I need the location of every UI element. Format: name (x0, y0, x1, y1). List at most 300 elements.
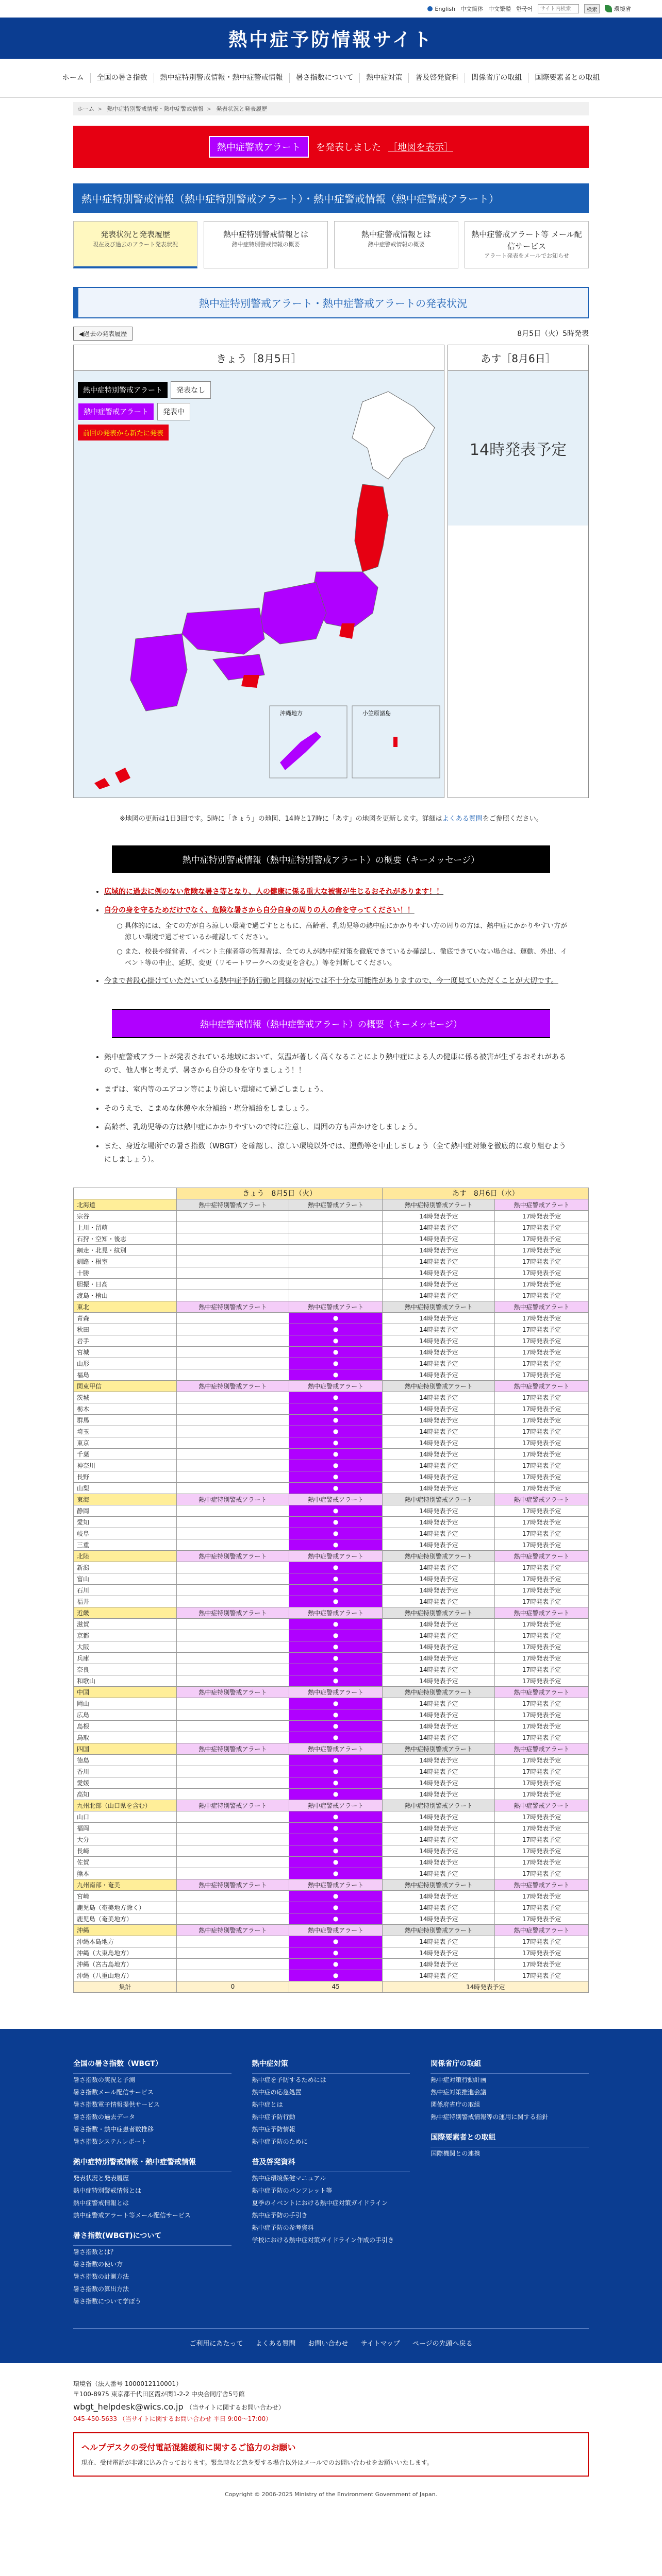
today-special-cell (177, 1822, 289, 1834)
tomorrow-special-cell: 14時発表予定 (383, 1358, 495, 1369)
region-special-header: 熱中症特別警戒アラート (177, 1550, 289, 1562)
region-name: 近畿 (74, 1607, 177, 1618)
lang-zh-hant[interactable]: 中文繁體 (488, 6, 511, 12)
today-alert-cell: ● (289, 1777, 383, 1788)
region-alert-header: 熱中症警戒アラート (289, 1301, 383, 1312)
footer-link[interactable]: 夏季のイベントにおける熱中症対策ガイドライン (252, 2199, 388, 2207)
region-tomorrow-alert-header: 熱中症警戒アラート (495, 1550, 589, 1562)
region-name: 東海 (74, 1494, 177, 1505)
footer-link-terms[interactable]: ご利用にあたって (189, 2340, 243, 2348)
table-row (74, 1403, 589, 1414)
alert-bullet-2: • まずは、室内等のエアコン等により涼しい環境にて過ごしましょう。 (104, 1083, 568, 1097)
region-tomorrow-special-header: 熱中症特別警戒アラート (383, 1550, 495, 1562)
today-special-cell (177, 1516, 289, 1528)
tomorrow-special-cell: 14時発表予定 (383, 1902, 495, 1913)
nav-alert[interactable]: 熱中症特別警戒情報・熱中症警戒情報 (154, 73, 290, 82)
pref-name: 上川・留萌 (74, 1222, 177, 1233)
table-corner (74, 1188, 177, 1199)
pref-name: 神奈川 (74, 1460, 177, 1471)
total-special: 0 (177, 1981, 289, 1992)
footer-heading[interactable]: 普及啓発資料 (252, 2155, 410, 2172)
global-nav (0, 59, 662, 98)
map-note: ※地図の更新は1日3回です。5時に「きょう」の地図、14時と17時に「あす」の地図を更新します。詳細はよくある質問をご参照ください。 (120, 815, 543, 823)
today-special-cell (177, 1244, 289, 1256)
tomorrow-special-cell: 14時発表予定 (383, 1573, 495, 1584)
pref-name: 胆振・日高 (74, 1278, 177, 1290)
today-special-cell (177, 1732, 289, 1743)
alert-banner (73, 126, 589, 168)
tomorrow-special-cell: 14時発表予定 (383, 1970, 495, 1981)
map-meta (73, 327, 589, 341)
region-row (74, 1743, 589, 1754)
nav-home[interactable]: ホーム (56, 73, 91, 82)
tomorrow-special-cell: 14時発表予定 (383, 1516, 495, 1528)
breadcrumb-alert[interactable]: 熱中症特別警戒情報・熱中症警戒情報 (107, 106, 204, 112)
tomorrow-alert-cell: 17時発表予定 (495, 1596, 589, 1607)
table-row (74, 1516, 589, 1528)
region-tomorrow-alert-header: 熱中症警戒アラート (495, 1199, 589, 1210)
region-tomorrow-special-header: 熱中症特別警戒アラート (383, 1607, 495, 1618)
pref-name: 沖縄本島地方 (74, 1936, 177, 1947)
today-special-cell (177, 1460, 289, 1471)
search-input[interactable] (538, 4, 579, 13)
footer-column (431, 2049, 589, 2308)
tomorrow-special-cell: 14時発表予定 (383, 1913, 495, 1924)
today-special-cell (177, 1403, 289, 1414)
footer-heading[interactable]: 国際要素者との取組 (431, 2130, 589, 2147)
today-alert-cell: ● (289, 1958, 383, 1970)
today-alert-cell: ● (289, 1709, 383, 1720)
pref-name: 栃木 (74, 1403, 177, 1414)
pref-name: 宮城 (74, 1346, 177, 1358)
today-map[interactable] (73, 345, 444, 798)
footer-link[interactable]: 発表状況と発表履歴 (73, 2174, 129, 2182)
today-special-cell (177, 1970, 289, 1981)
today-special-cell (177, 1845, 289, 1856)
footer-link[interactable]: 暑さ指数メール配信サービス (73, 2088, 154, 2096)
region-name: 九州南部・奄美 (74, 1879, 177, 1890)
today-special-cell (177, 1811, 289, 1822)
region-alert-header: 熱中症警戒アラート (289, 1686, 383, 1698)
table-row (74, 1834, 589, 1845)
region-alert-header: 熱中症警戒アラート (289, 1380, 383, 1392)
footer-link[interactable]: 熱中症を予防するためには (252, 2076, 326, 2083)
footer-link[interactable]: 暑さ指数の計測方法 (73, 2273, 129, 2280)
today-special-cell (177, 1788, 289, 1800)
alert-bullets (94, 1050, 568, 1167)
tomorrow-alert-cell: 17時発表予定 (495, 1267, 589, 1278)
footer-link-top[interactable]: ページの先頭へ戻る (412, 2340, 473, 2348)
footer-link-contact[interactable]: お問い合わせ (308, 2340, 349, 2348)
helpdesk-notice (73, 2432, 589, 2477)
today-special-cell (177, 1958, 289, 1970)
contact-address: 〒100-8975 東京都千代田区霞が関1-2-2 中央合同庁舎5号館 (73, 2391, 245, 2398)
lang-english[interactable]: English (427, 6, 455, 12)
today-alert-cell (289, 1278, 383, 1290)
today-alert-cell: ● (289, 1947, 383, 1958)
pref-name: 石狩・空知・後志 (74, 1233, 177, 1244)
tomorrow-special-cell: 14時発表予定 (383, 1244, 495, 1256)
today-alert-cell: ● (289, 1868, 383, 1879)
leaf-icon (605, 5, 612, 12)
footer-link[interactable]: 暑さ指数の使い方 (73, 2260, 123, 2268)
footer-column (252, 2049, 410, 2308)
tomorrow-special-cell: 14時発表予定 (383, 1958, 495, 1970)
tomorrow-special-cell: 14時発表予定 (383, 1528, 495, 1539)
nav-ministries[interactable]: 関係省庁の取組 (465, 73, 528, 82)
footer-link[interactable]: 暑さ指数とは？ (73, 2248, 117, 2256)
footer-heading[interactable]: 全国の暑さ指数（WBGT） (73, 2057, 231, 2074)
today-special-cell (177, 1358, 289, 1369)
today-alert-cell (289, 1233, 383, 1244)
footer-link[interactable]: 熱中症予防行動 (252, 2113, 295, 2121)
today-alert-cell: ● (289, 1856, 383, 1868)
pref-name: 兵庫 (74, 1652, 177, 1664)
footer-link[interactable]: 国際機関との連携 (431, 2149, 481, 2157)
tomorrow-special-cell: 14時発表予定 (383, 1868, 495, 1879)
pref-name: 宗谷 (74, 1210, 177, 1222)
today-alert-cell: ● (289, 1936, 383, 1947)
search-button[interactable]: 検索 (584, 4, 600, 13)
table-row (74, 1392, 589, 1403)
region-special-header: 熱中症特別警戒アラート (177, 1494, 289, 1505)
tomorrow-special-cell: 14時発表予定 (383, 1482, 495, 1494)
tomorrow-special-cell: 14時発表予定 (383, 1505, 495, 1516)
tomorrow-alert-cell: 17時発表予定 (495, 1834, 589, 1845)
pref-name: 山形 (74, 1358, 177, 1369)
footer-link-faq[interactable]: よくある質問 (255, 2340, 296, 2348)
footer-link[interactable]: 熱中症とは (252, 2100, 283, 2108)
section-title: 熱中症特別警戒情報（熱中症特別警戒アラート）・熱中症警戒情報（熱中症警戒アラート） (73, 183, 589, 213)
footer-link[interactable]: 暑さ指数について学ぼう (73, 2297, 141, 2305)
table-row (74, 1346, 589, 1358)
tomorrow-special-cell: 14時発表予定 (383, 1403, 495, 1414)
today-special-cell (177, 1709, 289, 1720)
table-row (74, 1698, 589, 1709)
pref-name: 熊本 (74, 1868, 177, 1879)
special-bullets (94, 885, 568, 988)
footer-link[interactable]: 関係府省庁の取組 (431, 2100, 481, 2108)
footer-link[interactable]: 暑さ指数の過去データ (73, 2113, 136, 2121)
today-special-cell (177, 1698, 289, 1709)
alert-banner-text: を発表しました (316, 142, 381, 153)
region-row (74, 1301, 589, 1312)
table-row (74, 1210, 589, 1222)
pref-name: 岐阜 (74, 1528, 177, 1539)
tomorrow-special-cell: 14時発表予定 (383, 1856, 495, 1868)
tomorrow-alert-cell: 17時発表予定 (495, 1312, 589, 1324)
tomorrow-alert-cell: 17時発表予定 (495, 1482, 589, 1494)
region-alert-header: 熱中症警戒アラート (289, 1800, 383, 1811)
footer-link[interactable]: 熱中症警戒情報とは (73, 2199, 129, 2207)
today-alert-cell: ● (289, 1324, 383, 1335)
footer-heading[interactable]: 熱中症対策 (252, 2057, 410, 2074)
contact-tel: 045-450-5633 （当サイトに関するお問い合わせ 平日 9:00〜17:00） (73, 2415, 272, 2422)
tomorrow-alert-cell: 17時発表予定 (495, 1278, 589, 1290)
table-row (74, 1482, 589, 1494)
table-row (74, 1539, 589, 1550)
alert-banner-tag: 熱中症警戒アラート (209, 136, 309, 158)
footer-link[interactable]: 熱中症予防情報 (252, 2125, 295, 2133)
tomorrow-special-cell: 14時発表予定 (383, 1233, 495, 1244)
tomorrow-alert-cell: 17時発表予定 (495, 1471, 589, 1482)
today-alert-cell: ● (289, 1890, 383, 1902)
today-alert-cell: ● (289, 1482, 383, 1494)
tomorrow-special-cell: 14時発表予定 (383, 1335, 495, 1346)
nav-measures[interactable]: 熱中症対策 (360, 73, 409, 82)
region-alert-header: 熱中症警戒アラート (289, 1879, 383, 1890)
table-row (74, 1868, 589, 1879)
tomorrow-alert-cell: 17時発表予定 (495, 1210, 589, 1222)
region-tomorrow-alert-header: 熱中症警戒アラート (495, 1607, 589, 1618)
ministry-logo[interactable]: 環境省 (605, 5, 631, 13)
tomorrow-special-cell: 14時発表予定 (383, 1890, 495, 1902)
region-tomorrow-special-header: 熱中症特別警戒アラート (383, 1494, 495, 1505)
region-alert-header: 熱中症警戒アラート (289, 1199, 383, 1210)
today-special-cell (177, 1584, 289, 1596)
tomorrow-alert-cell: 17時発表予定 (495, 1811, 589, 1822)
tomorrow-special-cell: 14時発表予定 (383, 1210, 495, 1222)
pref-name: 新潟 (74, 1562, 177, 1573)
region-name: 東北 (74, 1301, 177, 1312)
footer-heading[interactable]: 熱中症特別警戒情報・熱中症警戒情報 (73, 2155, 231, 2172)
footer-link[interactable]: 熱中症対策行動計画 (431, 2076, 487, 2083)
show-map-link[interactable]: ［地図を表示］ (388, 142, 453, 153)
legend-special-value: 発表なし (171, 381, 211, 399)
ogasawara-label: 小笠原諸島 (362, 709, 391, 717)
region-tomorrow-alert-header: 熱中症警戒アラート (495, 1800, 589, 1811)
tab-alert-about[interactable]: 熱中症警戒情報とは 熱中症警戒情報の概要 (334, 221, 458, 268)
tomorrow-alert-cell: 17時発表予定 (495, 1845, 589, 1856)
site-title[interactable]: 熱中症予防情報サイト (228, 29, 434, 50)
pref-name: 青森 (74, 1312, 177, 1324)
footer-link[interactable]: 暑さ指数電子情報提供サービス (73, 2100, 160, 2108)
pref-name: 沖縄（大東島地方） (74, 1947, 177, 1958)
footer-link[interactable]: 暑さ指数の算出方法 (73, 2285, 129, 2293)
today-alert-cell: ● (289, 1913, 383, 1924)
lang-korean[interactable]: 한국어 (516, 6, 533, 12)
tomorrow-alert-cell: 17時発表予定 (495, 1573, 589, 1584)
tomorrow-alert-cell: 17時発表予定 (495, 1652, 589, 1664)
footer-heading[interactable]: 関係省庁の取組 (431, 2057, 589, 2074)
footer-link[interactable]: 熱中症環境保健マニュアル (252, 2174, 326, 2182)
legend-alert-value: 発表中 (157, 403, 190, 420)
lang-zh-hans[interactable]: 中文简体 (460, 6, 484, 12)
today-special-cell (177, 1913, 289, 1924)
tomorrow-special-cell: 14時発表予定 (383, 1290, 495, 1301)
pref-name: 沖縄（宮古島地方） (74, 1958, 177, 1970)
region-tomorrow-alert-header: 熱中症警戒アラート (495, 1879, 589, 1890)
table-row (74, 1222, 589, 1233)
footer-link[interactable]: 熱中症予防のために (252, 2138, 308, 2145)
footer-link[interactable]: 暑さ指数・熱中症患者数推移 (73, 2125, 154, 2133)
region-tomorrow-alert-header: 熱中症警戒アラート (495, 1380, 589, 1392)
today-special-cell (177, 1528, 289, 1539)
region-alert-header: 熱中症警戒アラート (289, 1550, 383, 1562)
tomorrow-special-cell: 14時発表予定 (383, 1788, 495, 1800)
footer-link[interactable]: 熱中症予防の手引き (252, 2211, 308, 2219)
table-row (74, 1675, 589, 1686)
tomorrow-special-cell: 14時発表予定 (383, 1448, 495, 1460)
today-alert-cell: ● (289, 1766, 383, 1777)
footer-link[interactable]: 熱中症特別警戒情報等の運用に関する指針 (431, 2113, 549, 2121)
tomorrow-map[interactable] (448, 345, 589, 798)
today-alert-cell: ● (289, 1618, 383, 1630)
table-row (74, 1856, 589, 1868)
breadcrumb-home[interactable]: ホーム (77, 106, 94, 112)
footer-link[interactable]: 熱中症予防のパンフレット等 (252, 2187, 333, 2194)
nav-materials[interactable]: 普及啓発資料 (409, 73, 465, 82)
footer-link[interactable]: 暑さ指数の実況と予測 (73, 2076, 136, 2083)
table-row (74, 1256, 589, 1267)
map-legend (78, 381, 211, 440)
tab-mail-service[interactable]: 熱中症警戒アラート等 メール配信サービス アラート発表をメールでお知らせ (465, 221, 589, 268)
region-name: 中国 (74, 1686, 177, 1698)
tomorrow-map-label: あす［8月6日］ (448, 345, 588, 371)
tomorrow-special-cell: 14時発表予定 (383, 1584, 495, 1596)
nav-about-wbgt[interactable]: 暑さ指数について (290, 73, 360, 82)
pref-name: 渡島・檜山 (74, 1290, 177, 1301)
table-body (74, 1199, 589, 1981)
tab-special-about[interactable]: 熱中症特別警戒情報とは 熱中症特別警戒情報の概要 (204, 221, 328, 268)
footer-heading[interactable]: 暑さ指数(WBGT)について (73, 2229, 231, 2246)
footer-link[interactable]: 熱中症対策推進会議 (431, 2088, 487, 2096)
today-alert-cell: ● (289, 1403, 383, 1414)
today-special-cell (177, 1335, 289, 1346)
copyright: Copyright © 2006-2025 Ministry of the Environment Government of Japan. (224, 2490, 438, 2498)
footer-link[interactable]: 学校における熱中症対策ガイドライン作成の手引き (252, 2236, 394, 2244)
tab-status[interactable]: 発表状況と発表履歴 現在及び過去のアラート発表状況 (73, 221, 197, 268)
legend-special: 熱中症特別警戒アラート (78, 382, 168, 398)
table-row (74, 1845, 589, 1856)
tomorrow-special-cell: 14時発表予定 (383, 1369, 495, 1380)
tomorrow-special-cell: 14時発表予定 (383, 1709, 495, 1720)
legend-alert: 熱中症警戒アラート (78, 403, 154, 420)
pref-name: 福井 (74, 1596, 177, 1607)
alert-bullet-5: • また、身近な場所での暑さ指数（WBGT）を確認し、涼しい環境以外では、運動等を中止しましょう（全て熱中症対策を徹底的に取り組むようにしましょう）。 (104, 1140, 568, 1167)
today-special-cell (177, 1652, 289, 1664)
nav-international[interactable]: 国際要素者との取組 (535, 74, 600, 82)
tomorrow-alert-cell: 17時発表予定 (495, 1630, 589, 1641)
total-alert: 45 (289, 1981, 383, 1992)
today-special-cell (177, 1414, 289, 1426)
tomorrow-special-cell: 14時発表予定 (383, 1675, 495, 1686)
region-name: 四国 (74, 1743, 177, 1754)
table-row (74, 1358, 589, 1369)
tomorrow-special-cell: 14時発表予定 (383, 1845, 495, 1856)
history-back-button[interactable]: ◀過去の発表履歴 (73, 327, 133, 341)
region-tomorrow-special-header: 熱中症特別警戒アラート (383, 1686, 495, 1698)
pref-name: 岡山 (74, 1698, 177, 1709)
region-row (74, 1686, 589, 1698)
tomorrow-alert-cell: 17時発表予定 (495, 1290, 589, 1301)
today-alert-cell: ● (289, 1528, 383, 1539)
tomorrow-special-cell: 14時発表予定 (383, 1641, 495, 1652)
tomorrow-special-cell: 14時発表予定 (383, 1596, 495, 1607)
table-row (74, 1369, 589, 1380)
tomorrow-special-cell: 14時発表予定 (383, 1947, 495, 1958)
nav-wbgt[interactable]: 全国の暑さ指数 (91, 73, 154, 82)
today-alert-cell: ● (289, 1471, 383, 1482)
today-special-cell (177, 1596, 289, 1607)
today-special-cell (177, 1630, 289, 1641)
table-row (74, 1913, 589, 1924)
region-special-header: 熱中症特別警戒アラート (177, 1199, 289, 1210)
tomorrow-alert-cell: 17時発表予定 (495, 1414, 589, 1426)
pref-name: 千葉 (74, 1448, 177, 1460)
table-row (74, 1312, 589, 1324)
today-alert-cell: ● (289, 1460, 383, 1471)
faq-link[interactable]: よくある質問 (442, 815, 483, 823)
region-tomorrow-special-header: 熱中症特別警戒アラート (383, 1924, 495, 1936)
region-alert-header: 熱中症警戒アラート (289, 1494, 383, 1505)
table-row (74, 1890, 589, 1902)
today-alert-cell: ● (289, 1539, 383, 1550)
today-special-cell (177, 1539, 289, 1550)
region-tomorrow-special-header: 熱中症特別警戒アラート (383, 1743, 495, 1754)
tomorrow-alert-cell: 17時発表予定 (495, 1970, 589, 1981)
footer-link[interactable]: 熱中症予防の参考資料 (252, 2224, 314, 2231)
pref-name: 十勝 (74, 1267, 177, 1278)
tomorrow-alert-cell: 17時発表予定 (495, 1890, 589, 1902)
region-special-header: 熱中症特別警戒アラート (177, 1607, 289, 1618)
table-row (74, 1426, 589, 1437)
pref-name: 京都 (74, 1630, 177, 1641)
tomorrow-special-cell: 14時発表予定 (383, 1324, 495, 1335)
today-alert-cell: ● (289, 1369, 383, 1380)
region-row (74, 1199, 589, 1210)
pref-name: 鹿児島（奄美地方） (74, 1913, 177, 1924)
footer-link-sitemap[interactable]: サイトマップ (360, 2340, 400, 2348)
today-special-cell (177, 1290, 289, 1301)
tomorrow-pending: 14時発表予定 (469, 440, 567, 459)
today-alert-cell: ● (289, 1562, 383, 1573)
tomorrow-special-cell: 14時発表予定 (383, 1777, 495, 1788)
region-alert-header: 熱中症警戒アラート (289, 1607, 383, 1618)
pref-name: 高知 (74, 1788, 177, 1800)
tomorrow-special-cell: 14時発表予定 (383, 1312, 495, 1324)
footer-link[interactable]: 熱中症の応急処置 (252, 2088, 302, 2096)
region-name: 沖縄 (74, 1924, 177, 1936)
special-bullet-1: • 広域的に過去に例のない危険な暑さ等となり、人の健康に係る重大な被害が生じるおそれがあります！！ (104, 885, 568, 899)
globe-icon (427, 6, 433, 11)
today-alert-cell: ● (289, 1902, 383, 1913)
today-special-cell (177, 1720, 289, 1732)
footer-link[interactable]: 暑さ指数システムレポート (73, 2138, 147, 2145)
tomorrow-special-cell: 14時発表予定 (383, 1766, 495, 1777)
tomorrow-alert-cell: 17時発表予定 (495, 1698, 589, 1709)
today-special-cell (177, 1482, 289, 1494)
alert-bullet-4: • 高齢者、乳幼児等の方は熱中症にかかりやすいので特に注意し、周囲の方も声かけをしましょう。 (104, 1121, 568, 1134)
today-special-cell (177, 1369, 289, 1380)
tomorrow-special-cell: 14時発表予定 (383, 1414, 495, 1426)
region-tomorrow-alert-header: 熱中症警戒アラート (495, 1924, 589, 1936)
tomorrow-alert-cell: 17時発表予定 (495, 1618, 589, 1630)
pref-name: 福島 (74, 1369, 177, 1380)
alert-bullet-1: • 熱中症警戒アラートが発表されている地域において、気温が著しく高くなることにより熱中症による人の健康に係る被害が生ずるおそれがあるので、他人事と考えず、暑さから自分の身を守りましょう！！ (104, 1050, 568, 1078)
tomorrow-special-cell: 14時発表予定 (383, 1720, 495, 1732)
pref-name: 石川 (74, 1584, 177, 1596)
today-alert-cell: ● (289, 1675, 383, 1686)
special-sub-1: ○ 具体的には、全ての方が自ら涼しい環境で過ごすとともに、高齢者、乳幼児等の熱中症にかかりやすい方の周りの方は、熱中症にかかりやすい方が涼しい環境で過ごせているか確認してください。 (125, 921, 568, 943)
footer-link[interactable]: 熱中症警戒アラート等メール配信サービス (73, 2211, 191, 2219)
contact-mail[interactable]: wbgt_helpdesk@wics.co.jp （当サイトに関するお問い合わせ） (73, 2401, 285, 2412)
region-special-header: 熱中症特別警戒アラート (177, 1800, 289, 1811)
helpdesk-title: ヘルプデスクの受付電話混雑緩和に関するご協力のお願い (81, 2443, 296, 2453)
tomorrow-alert-cell: 17時発表予定 (495, 1641, 589, 1652)
footer-link[interactable]: 熱中症特別警戒情報とは (73, 2187, 142, 2194)
region-tomorrow-alert-header: 熱中症警戒アラート (495, 1686, 589, 1698)
